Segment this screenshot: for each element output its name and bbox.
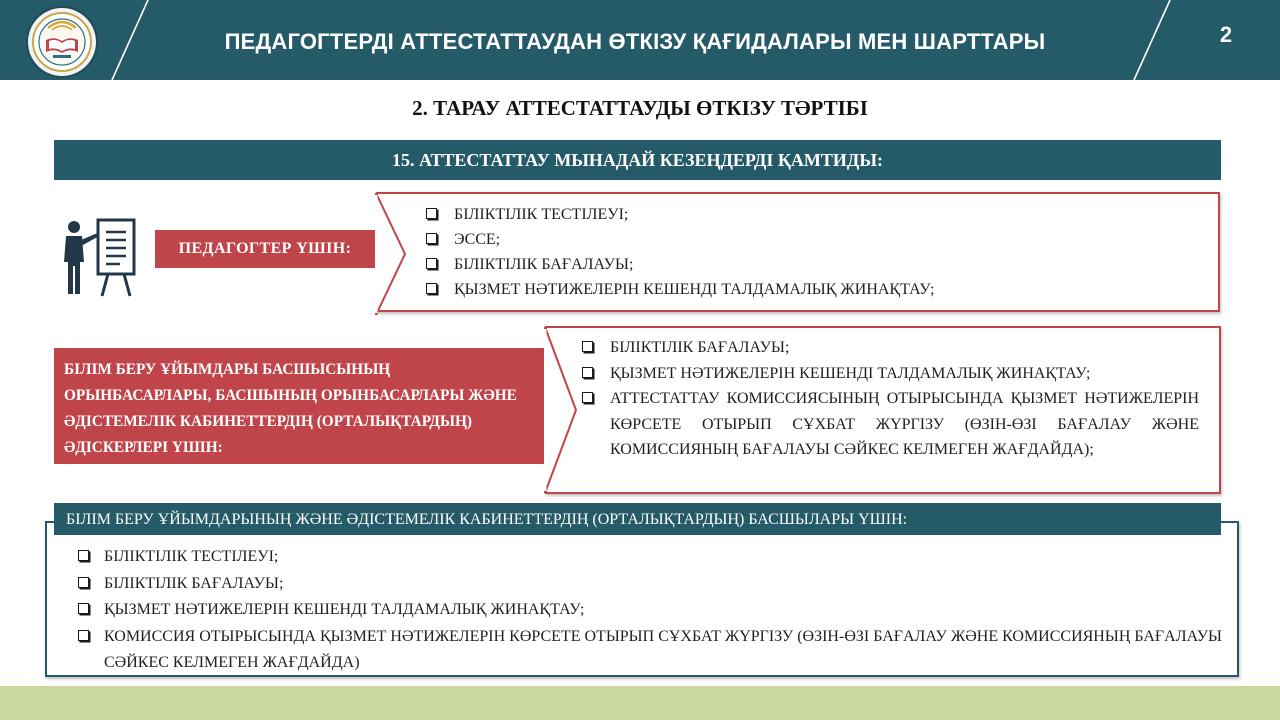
list-item: ҚЫЗМЕТ НӘТИЖЕЛЕРІН КЕШЕНДІ ТАЛДАМАЛЫҚ ЖИНАҚТАУ;	[426, 277, 1206, 302]
checkbox-bullet-icon	[426, 258, 437, 269]
teacher-presentation-icon	[60, 212, 140, 298]
header-title: ПЕДАГОГТЕРДІ АТТЕСТАТТАУДАН ӨТКІЗУ ҚАҒИДАЛАРЫ МЕН ШАРТТАРЫ	[224, 29, 1046, 54]
header-slash-left	[108, 0, 152, 80]
checkbox-bullet-icon	[78, 603, 89, 614]
list-item: БІЛІКТІЛІК ТЕСТІЛЕУІ;	[426, 202, 1206, 227]
list-item: БІЛІКТІЛІК БАҒАЛАУЫ;	[78, 571, 1222, 598]
list-item: БІЛІКТІЛІК БАҒАЛАУЫ;	[426, 252, 1206, 277]
list-item: ҚЫЗМЕТ НӘТИЖЕЛЕРІН КЕШЕНДІ ТАЛДАМАЛЫҚ ЖИНАҚТАУ;	[582, 361, 1199, 387]
list-item: КОМИССИЯ ОТЫРЫСЫНДА ҚЫЗМЕТ НӘТИЖЕЛЕРІН КӨРСЕТЕ ОТЫРЫП СҰХБАТ ЖҮРГІЗУ (ӨЗІН-ӨЗІ БАҒАЛАУ ЖӘНЕ КОМИССИЯНЫҢ БАҒАЛАУЫ СӘЙКЕС КЕЛМЕГЕН ЖАҒДАЙДА)	[78, 624, 1222, 677]
book-emblem-icon	[28, 8, 96, 76]
block1-label: ПЕДАГОГТЕР ҮШІН:	[155, 230, 375, 268]
arrow-right-icon	[375, 192, 407, 316]
checkbox-bullet-icon	[78, 630, 89, 641]
block1-list	[426, 202, 1206, 302]
block3-list	[78, 544, 1222, 677]
list-item: БІЛІКТІЛІК ТЕСТІЛЕУІ;	[78, 544, 1222, 571]
list-item: ҚЫЗМЕТ НӘТИЖЕЛЕРІН КЕШЕНДІ ТАЛДАМАЛЫҚ ЖИНАҚТАУ;	[78, 597, 1222, 624]
stages-bar: 15. АТТЕСТАТТАУ МЫНАДАЙ КЕЗЕҢДЕРДІ ҚАМТИДЫ:	[54, 140, 1221, 180]
section-title: 2. ТАРАУ АТТЕСТАТТАУДЫ ӨТКІЗУ ТӘРТІБІ	[412, 96, 868, 120]
block3-header: БІЛІМ БЕРУ ҰЙЫМДАРЫНЫҢ ЖӘНЕ ӘДІСТЕМЕЛІК КАБИНЕТТЕРДІҢ (ОРТАЛЫҚТАРДЫҢ) БАСШЫЛАРЫ ҮШІН:	[54, 503, 1221, 535]
checkbox-bullet-icon	[426, 283, 437, 294]
checkbox-bullet-icon	[582, 392, 593, 403]
checkbox-bullet-icon	[582, 367, 593, 378]
list-item: АТТЕСТАТТАУ КОМИССИЯСЫНЫҢ ОТЫРЫСЫНДА ҚЫЗМЕТ НӘТИЖЕЛЕРІН КӨРСЕТЕ ОТЫРЫП СҰХБАТ ЖҮРГІЗУ (ӨЗІН-ӨЗІ БАҒАЛАУ ЖӘНЕ КОМИССИЯНЫҢ БАҒАЛАУЫ СӘЙКЕС КЕЛМЕГЕН ЖАҒДАЙДА);	[582, 386, 1199, 463]
header-slash-right	[1130, 0, 1174, 80]
logo	[28, 8, 96, 76]
footer-bar	[0, 686, 1280, 720]
arrow-right-icon	[544, 326, 578, 494]
list-item: ЭССЕ;	[426, 227, 1206, 252]
checkbox-bullet-icon	[78, 577, 89, 588]
list-item: БІЛІКТІЛІК БАҒАЛАУЫ;	[582, 335, 1199, 361]
checkbox-bullet-icon	[78, 550, 89, 561]
checkbox-bullet-icon	[582, 341, 593, 352]
checkbox-bullet-icon	[426, 233, 437, 244]
block2-list	[582, 335, 1199, 463]
checkbox-bullet-icon	[426, 208, 437, 219]
block2-label: БІЛІМ БЕРУ ҰЙЫМДАРЫ БАСШЫСЫНЫҢ ОРЫНБАСАРЛАРЫ, БАСШЫНЫҢ ОРЫНБАСАРЛАРЫ ЖӘНЕ ӘДІСТЕМЕЛІК КАБИНЕТТЕРДІҢ (ОРТАЛЫҚТАРДЫҢ) ӘДІСКЕРЛЕРІ ҮШІН:	[54, 348, 544, 464]
page-number: 2	[1219, 22, 1233, 47]
